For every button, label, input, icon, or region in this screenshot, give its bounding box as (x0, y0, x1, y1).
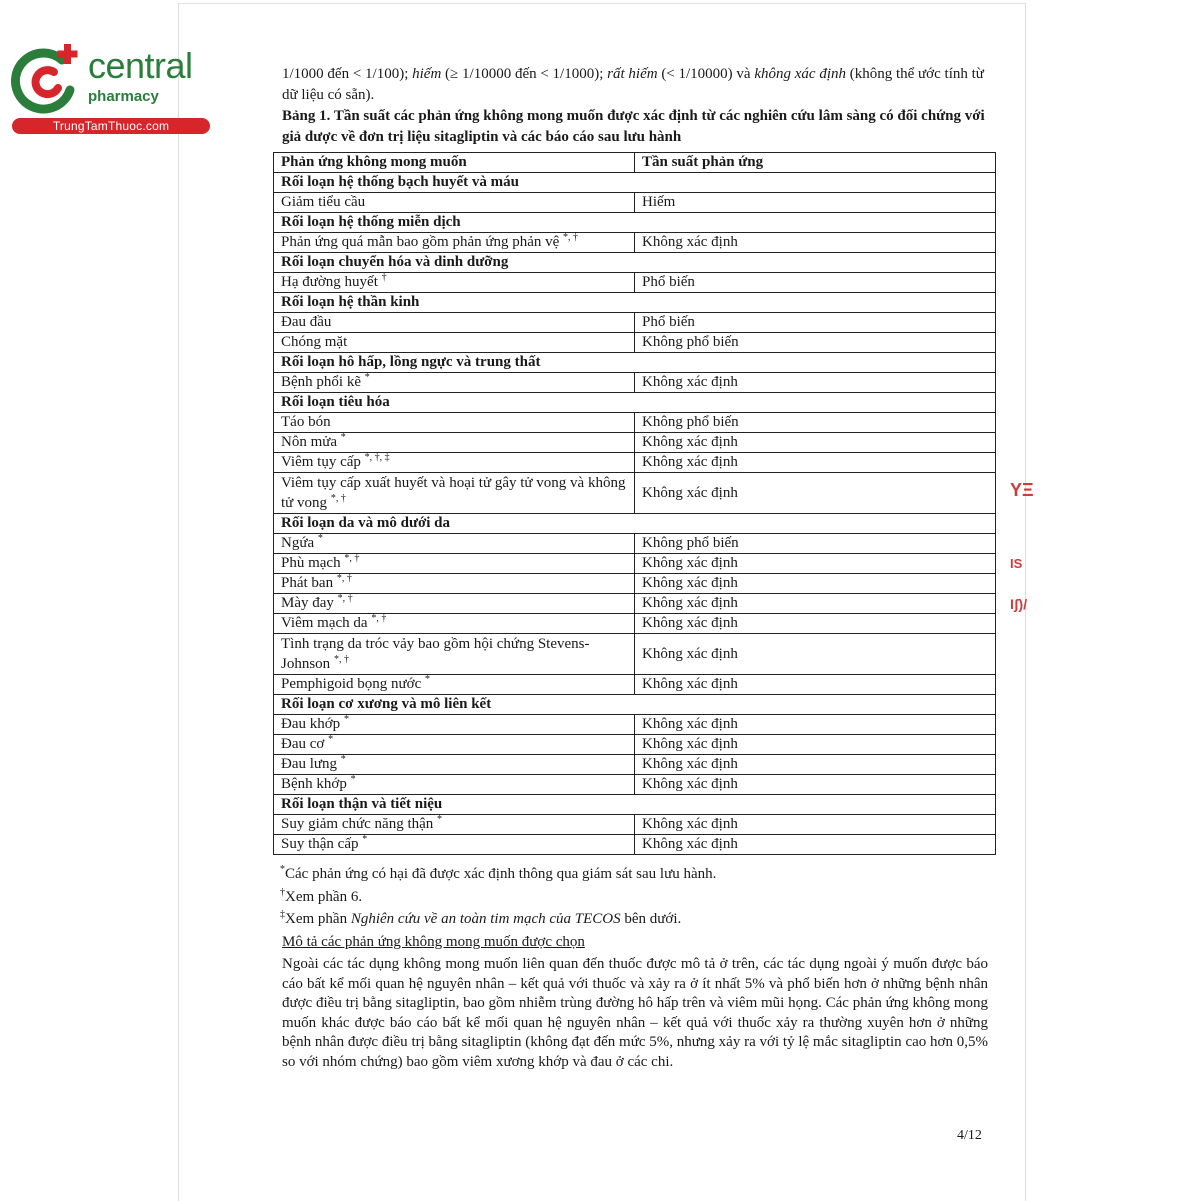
reaction-cell (274, 775, 635, 795)
reaction-cell (274, 233, 635, 253)
table-row (274, 233, 996, 253)
frequency-cell: Không xác định (635, 835, 996, 855)
table-row (274, 815, 996, 835)
reaction-name: Viêm mạch da (281, 615, 368, 631)
table-row (274, 614, 996, 634)
category-row (274, 213, 996, 233)
reaction-name: Đau đầu (281, 314, 332, 330)
reaction-cell (274, 453, 635, 473)
category-label: Rối loạn hệ thống bạch huyết và máu (274, 173, 996, 193)
frequency-cell: Không xác định (635, 373, 996, 393)
table-row (274, 453, 996, 473)
intro-text: (không thể ước tính từ dữ liệu có sẵn). (282, 66, 984, 103)
reaction-name: Hạ đường huyết (281, 274, 378, 290)
category-row (274, 173, 996, 193)
reaction-footnote-mark: * (340, 432, 346, 443)
intro-term-rare: hiếm (412, 66, 442, 82)
category-label: Rối loạn da và mô dưới da (274, 514, 996, 534)
reaction-footnote-mark: *, † (336, 573, 352, 584)
reaction-name: Phù mạch (281, 555, 341, 571)
adverse-reactions-table (273, 152, 996, 855)
reaction-footnote-mark: *, † (337, 593, 353, 604)
reaction-cell (274, 755, 635, 775)
frequency-cell: Không xác định (635, 634, 996, 675)
category-row (274, 393, 996, 413)
frequency-cell: Không xác định (635, 675, 996, 695)
reaction-cell (274, 675, 635, 695)
frequency-cell: Không xác định (635, 755, 996, 775)
frequency-cell: Không xác định (635, 473, 996, 514)
table-row (274, 413, 996, 433)
intro-text: 1/1000 đến < 1/100); (282, 66, 413, 82)
reaction-cell (274, 735, 635, 755)
reaction-cell (274, 835, 635, 855)
category-row (274, 293, 996, 313)
frequency-cell: Không xác định (635, 233, 996, 253)
frequency-cell: Không xác định (635, 574, 996, 594)
reaction-name: Bệnh phổi kẽ (281, 374, 361, 390)
frequency-cell: Không xác định (635, 815, 996, 835)
reaction-cell (274, 574, 635, 594)
reaction-footnote-mark: *, †, ‡ (364, 452, 390, 463)
reaction-cell (274, 313, 635, 333)
table-row (274, 675, 996, 695)
reaction-name: Bệnh khớp (281, 776, 347, 792)
reaction-name: Viêm tụy cấp xuất huyết và hoại tử gây tử vong và không tử vong (281, 475, 626, 511)
frequency-cell: Phổ biến (635, 313, 996, 333)
reaction-name: Chóng mặt (281, 334, 348, 350)
frequency-cell: Không xác định (635, 453, 996, 473)
table-row (274, 473, 996, 514)
footnote-mark: * (280, 864, 285, 875)
brand-name: central (88, 45, 193, 86)
reaction-name: Phản ứng quá mẫn bao gồm phản ứng phản vệ (281, 234, 560, 250)
reaction-footnote-mark: * (340, 754, 346, 765)
reaction-name: Suy giảm chức năng thận (281, 816, 434, 832)
reaction-name: Ngứa (281, 535, 315, 551)
reaction-name: Tình trạng da tróc vảy bao gồm hội chứng Stevens-Johnson (281, 636, 590, 672)
intro-paragraph (282, 64, 990, 106)
frequency-cell: Không xác định (635, 715, 996, 735)
frequency-cell: Hiếm (635, 193, 996, 213)
frequency-cell: Không phổ biến (635, 333, 996, 353)
reaction-footnote-mark: *, † (330, 493, 346, 504)
table-row (274, 193, 996, 213)
intro-term-unknown: không xác định (754, 66, 846, 82)
footnote-text: bên dưới. (620, 911, 682, 927)
category-label: Rối loạn thận và tiết niệu (274, 795, 996, 815)
footnote-text: Xem phần 6. (285, 889, 363, 905)
footnote-postmarketing (280, 864, 990, 885)
footnote-text: Xem phần (285, 911, 351, 927)
column-header-reaction: Phản ứng không mong muốn (274, 153, 635, 173)
reaction-footnote-mark: * (350, 774, 356, 785)
page-number: 4/12 (957, 1128, 982, 1143)
stamp-mark: Iʃ)/ (1010, 596, 1028, 612)
table-row (274, 433, 996, 453)
reaction-cell (274, 433, 635, 453)
reaction-cell (274, 473, 635, 514)
footnote-mark: ‡ (280, 909, 285, 920)
table-row (274, 554, 996, 574)
reaction-name: Giảm tiểu cầu (281, 194, 366, 210)
brand-url-badge[interactable]: TrungTamThuoc.com (12, 118, 210, 134)
section-title: Mô tả các phản ứng không mong muốn được chọn (282, 934, 585, 950)
reaction-cell (274, 373, 635, 393)
category-row (274, 253, 996, 273)
reaction-cell (274, 815, 635, 835)
frequency-cell: Không xác định (635, 554, 996, 574)
reaction-footnote-mark: * (424, 674, 430, 685)
brand-subtitle: pharmacy (88, 88, 159, 105)
intro-term-very-rare: rất hiếm (607, 66, 658, 82)
reaction-cell (274, 333, 635, 353)
reaction-cell (274, 413, 635, 433)
body-paragraph: Ngoài các tác dụng không mong muốn liên quan đến thuốc được mô tả ở trên, các tác dụng ngoài ý muốn được báo cáo bất kể mối quan hệ nguyên nhân – kết quả với thuốc và xảy ra ở ít nhất 5% và phổ biến hơn ở những bệnh nhân được điều trị bằng sitagliptin, bao gồm nhiễm trùng đường hô hấp trên và viêm mũi họng. Các phản ứng không mong muốn khác được báo cáo bất kể mối quan hệ nguyên nhân – kết quả với thuốc xảy ra thường xuyên hơn ở những bệnh nhân được điều trị bằng sitagliptin (không đạt đến mức 5%, nhưng xảy ra với tỷ lệ mắc sitagliptin cao hơn 0,5% so với nhóm chứng) bao gồm viêm xương khớp và đau ở các chi. (282, 956, 988, 1070)
reaction-name: Đau cơ (281, 736, 325, 752)
reaction-name: Đau khớp (281, 716, 341, 732)
category-label: Rối loạn hệ thống miễn dịch (274, 213, 996, 233)
reaction-cell (274, 715, 635, 735)
category-row (274, 695, 996, 715)
table-row (274, 735, 996, 755)
reaction-footnote-mark: *, † (344, 553, 360, 564)
pharmacy-cross-icon (10, 38, 90, 118)
reaction-name: Mày đay (281, 595, 334, 611)
frequency-cell: Phổ biến (635, 273, 996, 293)
category-row (274, 514, 996, 534)
reaction-name: Nôn mửa (281, 434, 338, 450)
reaction-name: Phát ban (281, 575, 334, 591)
table-row (274, 835, 996, 855)
table-row (274, 534, 996, 554)
frequency-cell: Không xác định (635, 614, 996, 634)
reaction-name: Táo bón (281, 414, 331, 430)
table-caption: Bảng 1. Tần suất các phản ứng không mong muốn được xác định từ các nghiên cứu lâm sàng có đối chứng với giả dược về đơn trị liệu sitagliptin và các báo cáo sau lưu hành (282, 108, 985, 145)
reaction-cell (274, 554, 635, 574)
reaction-cell (274, 534, 635, 554)
category-label: Rối loạn chuyển hóa và dinh dưỡng (274, 253, 996, 273)
reaction-name: Viêm tụy cấp (281, 454, 361, 470)
reaction-footnote-mark: * (343, 714, 349, 725)
stamp-mark: ΥΞ (1010, 480, 1034, 500)
reaction-cell (274, 273, 635, 293)
category-label: Rối loạn tiêu hóa (274, 393, 996, 413)
frequency-cell: Không xác định (635, 594, 996, 614)
reaction-footnote-mark: * (362, 834, 368, 845)
reaction-footnote-mark: *, † (333, 654, 349, 665)
reaction-cell (274, 594, 635, 614)
reaction-name: Suy thận cấp (281, 836, 359, 852)
reaction-footnote-mark: † (381, 272, 387, 283)
category-row (274, 353, 996, 373)
reaction-cell (274, 614, 635, 634)
footnote-mark: † (280, 887, 285, 898)
table-row (274, 574, 996, 594)
table-header-row (274, 153, 996, 173)
table-row (274, 313, 996, 333)
reaction-cell (274, 634, 635, 675)
footnote-section6 (280, 887, 990, 908)
table-row (274, 273, 996, 293)
frequency-cell: Không xác định (635, 775, 996, 795)
category-row (274, 795, 996, 815)
table-row (274, 755, 996, 775)
column-header-frequency: Tần suất phản ứng (635, 153, 996, 173)
table-row (274, 333, 996, 353)
reaction-footnote-mark: *, † (563, 232, 579, 243)
category-label: Rối loạn cơ xương và mô liên kết (274, 695, 996, 715)
reaction-footnote-mark: * (317, 533, 323, 544)
stamp-mark: IS (1010, 556, 1023, 571)
frequency-cell: Không phổ biến (635, 413, 996, 433)
reaction-footnote-mark: *, † (371, 613, 387, 624)
reaction-footnote-mark: * (328, 734, 334, 745)
reaction-name: Đau lưng (281, 756, 338, 772)
footnote-text: Các phản ứng có hại đã được xác định thông qua giám sát sau lưu hành. (285, 866, 717, 882)
table-body (274, 173, 996, 855)
table-row (274, 715, 996, 735)
category-label: Rối loạn hô hấp, lồng ngực và trung thất (274, 353, 996, 373)
table-row (274, 373, 996, 393)
table-row (274, 634, 996, 675)
frequency-cell: Không xác định (635, 735, 996, 755)
category-label: Rối loạn hệ thần kinh (274, 293, 996, 313)
frequency-cell: Không xác định (635, 433, 996, 453)
intro-text: (≥ 1/10000 đến < 1/1000); (441, 66, 608, 82)
footnote-italic-ref: Nghiên cứu về an toàn tim mạch của TECOS (350, 911, 621, 927)
intro-text: (< 1/10000) và (657, 66, 755, 82)
reaction-footnote-mark: * (364, 372, 370, 383)
table-row (274, 594, 996, 614)
reaction-cell (274, 193, 635, 213)
table-row (274, 775, 996, 795)
frequency-cell: Không phổ biến (635, 534, 996, 554)
reaction-name: Pemphigoid bọng nước (281, 676, 422, 692)
footnote-tecos (280, 909, 990, 930)
reaction-footnote-mark: * (437, 814, 443, 825)
